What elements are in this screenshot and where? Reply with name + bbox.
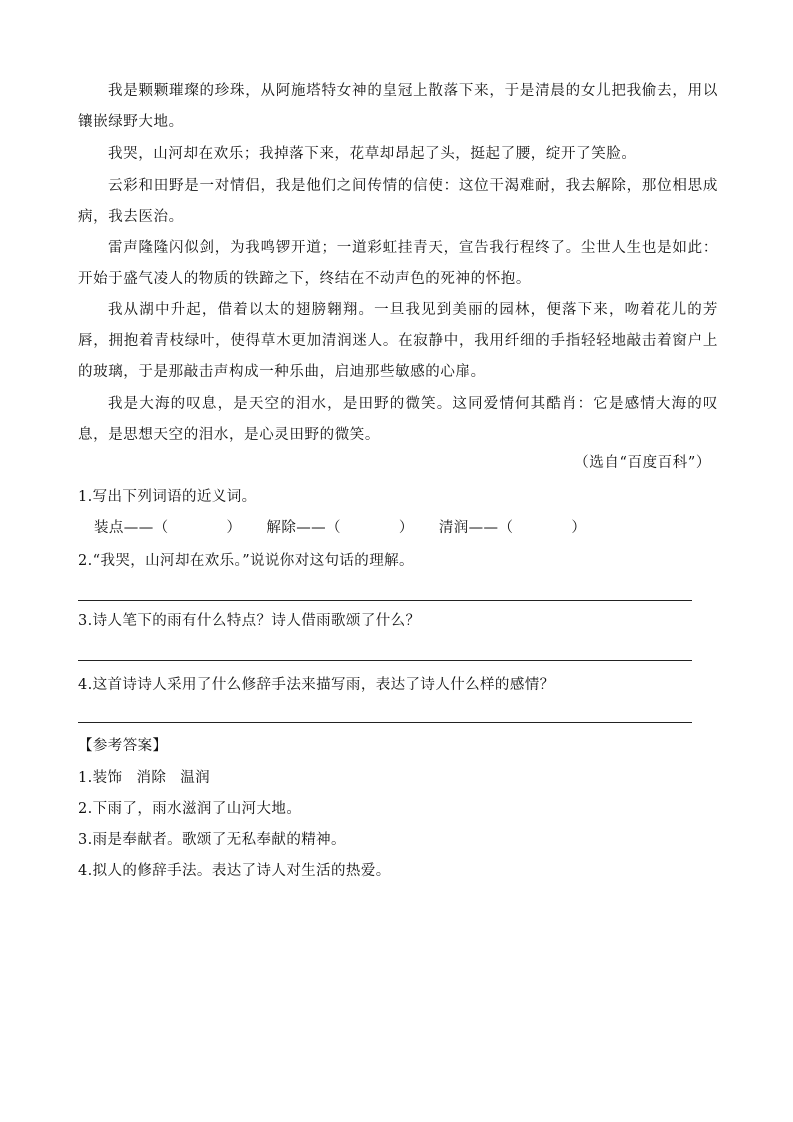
answer-1-prefix: 1. <box>78 770 93 786</box>
question-2: 2.“我哭，山河却在欢乐。”说说你对这句话的理解。 <box>78 553 414 569</box>
passage-paragraph-6: 我是大海的叹息，是天空的泪水，是田野的微笑。这同爱情何其酷肖：它是感情大海的叹息，是思想天空的泪水，是心灵田野的微笑。 <box>78 396 718 443</box>
answer-4: 4.拟人的修辞手法。表达了诗人对生活的热爱。 <box>78 863 391 879</box>
question-3: 3.诗人笔下的雨有什么特点？诗人借雨歌颂了什么？ <box>78 613 421 629</box>
synonym-item-1 <box>94 517 241 539</box>
passage-paragraph-1: 我是颗颗璀璨的珍珠，从阿施塔特女神的皇冠上散落下来，于是清晨的女儿把我偷去，用以镶嵌绿野大地。 <box>78 83 718 130</box>
answer-line-2[interactable] <box>78 600 692 601</box>
synonym-close-2: ） <box>398 520 414 536</box>
source-citation: （选自“百度百科”） <box>574 455 711 471</box>
answer-line-4[interactable] <box>78 722 692 723</box>
synonym-word-3: 清润——（ <box>438 520 514 536</box>
synonym-row <box>94 517 606 539</box>
passage-paragraph-5: 我从湖中升起，借着以太的翅膀翱翔。一旦我见到美丽的园林，便落下来，吻着花儿的芳唇，拥抱着青枝绿叶，使得草木更加清润迷人。在寂静中，我用纤细的手指轻轻地敲击着窗户上的玻璃，于是那敲击声构成一种乐曲，启迪那些敏感的心扉。 <box>78 302 718 380</box>
answer-2: 2.下雨了，雨水滋润了山河大地。 <box>78 801 302 817</box>
synonym-word-1: 装点——（ <box>94 520 169 536</box>
answer-1-word-1: 装饰 <box>92 770 123 786</box>
passage-paragraph-3: 云彩和田野是一对情侣，我是他们之间传情的信使：这位干渴难耐，我去解除，那位相思成病，我去医治。 <box>78 178 718 225</box>
synonym-item-3 <box>439 517 586 539</box>
answer-1-word-2: 消除 <box>136 770 167 786</box>
question-1: 1.写出下列词语的近义词。 <box>78 489 257 505</box>
answers-heading: 【参考答案】 <box>78 738 168 754</box>
question-4: 4.这首诗诗人采用了什么修辞手法来描写雨，表达了诗人什么样的感情？ <box>78 677 555 693</box>
answer-1 <box>78 767 224 789</box>
answer-line-3[interactable] <box>78 660 692 661</box>
synonym-close-1: ） <box>226 520 242 536</box>
synonym-item-2 <box>266 517 413 539</box>
answer-3: 3.雨是奉献者。歌颂了无私奉献的精神。 <box>78 832 346 848</box>
synonym-word-2: 解除——（ <box>266 520 341 536</box>
answer-1-word-3: 温润 <box>180 770 211 786</box>
passage-paragraph-4: 雷声隆隆闪似剑，为我鸣锣开道；一道彩虹挂青天，宣告我行程终了。尘世人生也是如此：开始于盛气凌人的物质的铁蹄之下，终结在不动声色的死神的怀抱。 <box>78 240 718 287</box>
passage-paragraph-2: 我哭，山河却在欢乐；我掉落下来，花草却昂起了头，挺起了腰，绽开了笑脸。 <box>108 146 637 162</box>
synonym-close-3: ） <box>571 520 587 536</box>
